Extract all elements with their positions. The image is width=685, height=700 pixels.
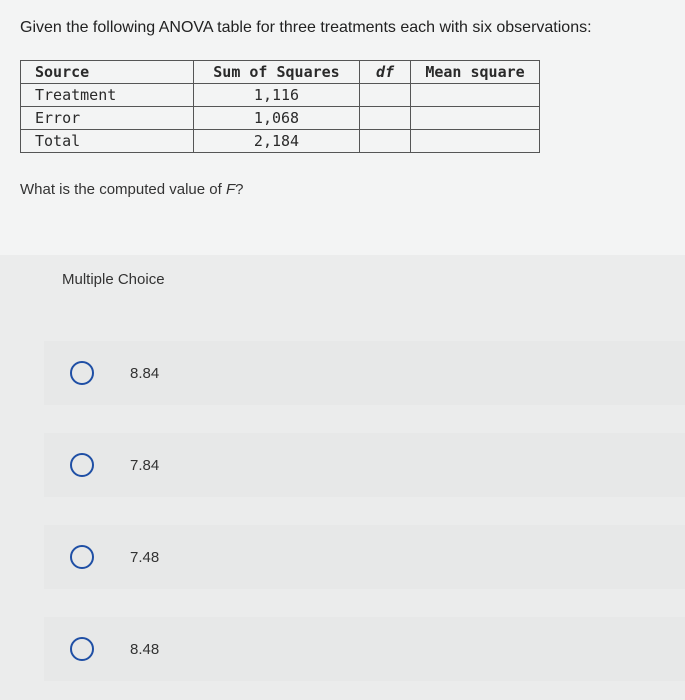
prompt-after: ? bbox=[235, 181, 244, 198]
prompt-variable: F bbox=[225, 181, 236, 198]
table-row bbox=[21, 130, 540, 153]
table-row bbox=[21, 107, 540, 130]
answer-option-label: 7.48 bbox=[130, 548, 160, 566]
header-sum-of-squares: Sum of Squares bbox=[194, 61, 360, 84]
cell-source: Total bbox=[21, 130, 194, 153]
cell-df bbox=[360, 84, 411, 107]
answer-option[interactable] bbox=[44, 617, 685, 681]
radio-button-icon[interactable] bbox=[70, 453, 94, 477]
radio-button-icon[interactable] bbox=[70, 637, 94, 661]
cell-mean-square bbox=[411, 107, 540, 130]
answer-option-label: 7.84 bbox=[130, 456, 160, 474]
cell-mean-square bbox=[411, 130, 540, 153]
cell-source: Treatment bbox=[21, 84, 194, 107]
anova-table bbox=[20, 60, 540, 153]
answer-option-label: 8.84 bbox=[130, 364, 160, 382]
prompt-before: What is the computed value of bbox=[20, 181, 226, 198]
cell-mean-square bbox=[411, 84, 540, 107]
table-row bbox=[21, 84, 540, 107]
question-text: Given the following ANOVA table for three treatments each with six observations: bbox=[20, 19, 592, 36]
prompt-text bbox=[20, 181, 243, 198]
answer-option[interactable] bbox=[44, 525, 685, 589]
answer-option[interactable] bbox=[44, 433, 685, 497]
cell-df bbox=[360, 107, 411, 130]
cell-sum-of-squares: 1,068 bbox=[194, 107, 360, 130]
answer-option[interactable] bbox=[44, 341, 685, 405]
cell-sum-of-squares: 2,184 bbox=[194, 130, 360, 153]
cell-df bbox=[360, 130, 411, 153]
radio-button-icon[interactable] bbox=[70, 545, 94, 569]
multiple-choice-title: Multiple Choice bbox=[62, 271, 165, 288]
radio-button-icon[interactable] bbox=[70, 361, 94, 385]
cell-source: Error bbox=[21, 107, 194, 130]
header-source: Source bbox=[21, 61, 194, 84]
cell-sum-of-squares: 1,116 bbox=[194, 84, 360, 107]
table-header-row bbox=[21, 61, 540, 84]
header-mean-square: Mean square bbox=[411, 61, 540, 84]
answer-option-label: 8.48 bbox=[130, 640, 160, 658]
header-df: df bbox=[360, 61, 411, 84]
